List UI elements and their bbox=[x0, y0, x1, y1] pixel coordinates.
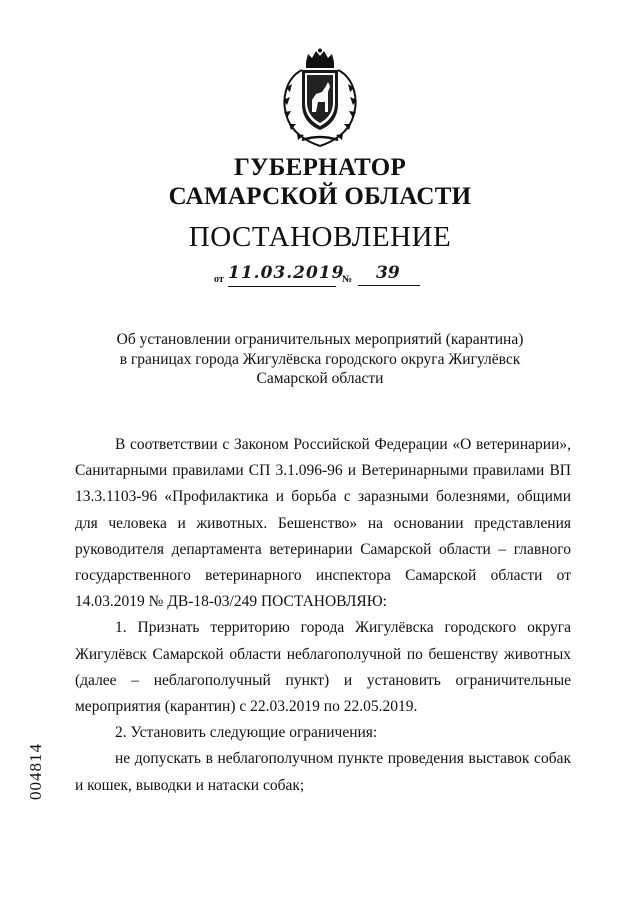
body-paragraph-item1: 1. Признать территорию города Жигулёвска городского округа Жигулёвск Самарской области неблагополучной по бешенству животных (далее – неблагополучный пункт) и установить ограничительные мероприятия (карантин) с 22.03.2019 по 22.05.2019. bbox=[75, 619, 571, 716]
vertical-registration-number: 004814 bbox=[26, 743, 45, 800]
body-paragraph-item2: 2. Установить следующие ограничения: bbox=[115, 724, 378, 742]
body-paragraph-item2-text: не допускать в неблагополучном пункте проведения выставок собак и кошек, выводки и натаски собак; bbox=[75, 750, 571, 794]
document-date: 11.03.2019 bbox=[228, 262, 336, 287]
subject-line: в границах города Жигулёвска городского округа Жигулёвск bbox=[119, 350, 521, 368]
authority-title-line2: САМАРСКОЙ ОБЛАСТИ bbox=[168, 183, 472, 210]
body-paragraph-preamble: В соответствии с Законом Российской Федерации «О ветеринарии», Санитарными правилами СП 3.1.096-96 и Ветеринарными правилами ВП 13.3.1103-96 «Профилактика и борьба с заразными болезнями, общими для человека и животных. Бешенство» на основании представления руководителя департамента ветеринарии Самарской области – главного государственного ветеринарного инспектора Самарской области от 14.03.2019 № ДВ-18-03/249 ПОСТАНОВЛЯЮ: bbox=[75, 436, 571, 611]
document-type-title: ПОСТАНОВЛЕНИЕ bbox=[188, 221, 452, 253]
subject-line: Самарской области bbox=[256, 370, 384, 387]
subject-line: Об установлении ограничительных мероприятий (карантина) bbox=[116, 331, 524, 348]
document-meta bbox=[214, 262, 434, 288]
coat-of-arms-emblem bbox=[272, 48, 368, 148]
number-prefix: № bbox=[342, 274, 353, 285]
document-number: 39 bbox=[358, 262, 420, 286]
date-prefix: от bbox=[214, 274, 224, 285]
document-body bbox=[75, 432, 571, 799]
authority-title-line1: ГУБЕРНАТОР bbox=[233, 154, 407, 181]
document-subject bbox=[100, 330, 540, 389]
